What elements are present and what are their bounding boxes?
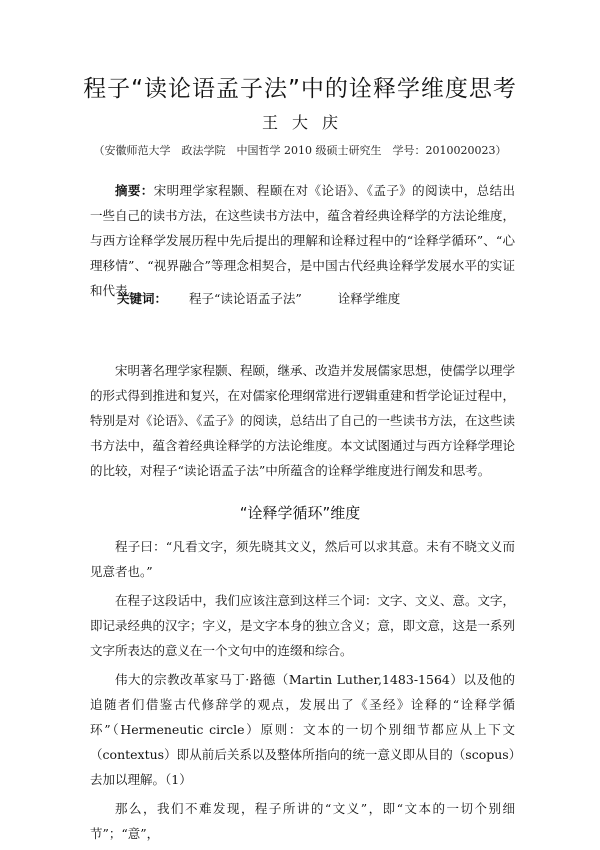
- keywords: [117, 288, 517, 310]
- introduction-paragraph: 宋明著名理学家程颢、程颐，继承、改造并发展儒家思想，使儒学以理学的形式得到推进和复兴，在对儒家伦理纲常进行逻辑重建和哲学论证过程中，特别是对《论语》、《孟子》的阅读，总结出了自己的一些读书方法，在这些读书方法中，蕴含着经典诠释学的方法论维度。本文试图通过与西方诠释学理论的比较，对程子“读论语孟子法”中所蕴含的诠释学维度进行阐发和思考。: [90, 363, 516, 478]
- body-paragraph-2: 在程子这段话中，我们应该注意到这样三个词：文字、文义、意。文字，即记录经典的汉字；字义，是文字本身的独立含义；意，即文意，这是一系列文字所表达的意义在一个文句中的连缀和综合。: [90, 593, 516, 658]
- body-paragraph-1: 程子曰：“凡看文字，须先晓其文义，然后可以求其意。未有不晓文义而见意者也。”: [90, 539, 515, 579]
- author-affiliation: （安徽师范大学 政法学院 中国哲学 2010 级硕士研究生 学号：2010020023）: [93, 144, 507, 157]
- abstract-text: 宋明理学家程颢、程颐在对《论语》、《孟子》的阅读中，总结出一些自己的读书方法，在这些读书方法中，蕴含着经典诠释学的方法论维度，与西方诠释学发展历程中先后提出的理解和诠释过程中的“诠释学循环”、“心理移情”、“视界融合”等理念相契合，是中国古代经典诠释学发展水平的实证和代表。: [90, 183, 516, 298]
- abstract-label: 摘要：: [115, 183, 154, 198]
- keywords-label: 关键词：: [117, 291, 168, 306]
- author-name: 王大庆: [261, 113, 352, 132]
- keyword-1: 程子“读论语孟子法”: [189, 291, 302, 306]
- keyword-2: 诠释学维度: [337, 291, 401, 306]
- body-paragraph-4: 那么，我们不难发现，程子所讲的“文义”，即“文本的一切个别细节”；“意”，: [90, 801, 515, 841]
- paper-title: 程子“读论语孟子法”中的诠释学维度思考: [83, 76, 517, 102]
- section-body: [90, 534, 515, 850]
- abstract: [90, 178, 515, 303]
- section-heading: “诠释学循环”维度: [239, 504, 361, 522]
- body-paragraph-3: 伟大的宗教改革家马丁·路德（Martin Luther,1483-1564）以及他的追随者们借鉴古代修辞学的观点，发展出了《圣经》诠释的“诠释学循环”（Hermeneutic circle）原则：文本的一切个别细节都应从上下文（contextus）即从前后关系以及整体所指向的统一意义即从目的（scopus）去加以理解。（1）: [90, 672, 515, 787]
